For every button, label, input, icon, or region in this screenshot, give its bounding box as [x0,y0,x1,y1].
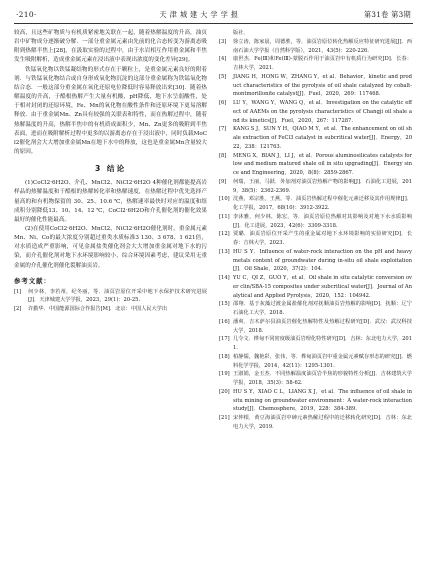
issue-info: 第31卷 第3期 [363,10,411,19]
two-column-body [14,29,413,432]
reference-item [219,248,412,274]
reference-text: 何瑞，王丽，马跃．外加剂对油页岩热解产物的影响[J]．石油化工进展，2019，38(5)：2362-2369. [233,178,412,194]
reference-number [219,29,233,38]
reference-item [219,55,412,73]
reference-text: 版社． [233,30,249,36]
right-column [219,29,412,432]
reference-number: [21] [219,415,230,421]
running-header [14,10,413,24]
page-number: ·210· [16,10,37,19]
reference-text: 许勤华．中国能源国际合作报告[M]．北京：中国人民大学出 [28,306,168,313]
reference-text: 徐立涛，陈家晨，周德胜，等．油页岩原位转化热解反应特征研究进展[J]．西南石油大学学报（自然科学版），2021，43(5)：220-226. [233,38,412,54]
reference-number: [16] [219,318,230,325]
reference-item [14,305,207,314]
reference-number: [18] [219,353,230,360]
reference-number: [13] [219,248,230,255]
reference-item [219,38,412,56]
reference-number: [15] [219,301,230,308]
discussion-text [14,29,207,157]
reference-text: 邵翔．基于灰藻过渡金属盐催化剂对抚顺油页岩热解的影响[D]．抚顺：辽宁石油化工大学，2018. [233,301,412,316]
reference-number: [17] [219,336,230,343]
reference-item [219,274,412,300]
journal-title: 天津城建大学学报 [159,10,241,19]
reference-number: [11] [219,213,230,220]
reference-text: 王淑娟，金玉杰．不同热解温度油页岩半焦的形貌特性分析[J]．吉林建筑大学学报，2018，35(3)：58-62. [233,371,412,386]
reference-item [219,29,412,38]
reference-number: [14] [219,275,230,281]
body-paragraph: 较高，且这些矿物质与有机质紧密地关联在一起，随着热解温度的升高，油页岩中矿物成分逐渐破分解．一部分重金属元素由先前的化合态转变为游离态吸附到热解半焦上[28]，在汲取实验的过程中，由于水岩相互作用重金属和半焦发生吸附解析，造成重金属元素在浸出液中表现出浓度的变化差异[29]。 [14,30,207,64]
reference-text: LU Y，WANG Y，WANG Q，et al．Investigation on the catalytic effect of AAEMs on the pyrolysis characteristics of Changji oil shale and its kinetics[J]．Fuel，2020，267：117287. [233,100,412,124]
reference-number: [12] [219,231,230,238]
reference-item [219,414,412,432]
reference-item [219,213,412,231]
reference-text: 贾璐．油页岩原位开采产生的重金属对地下水环境影响的实验研究[D]．长春：吉林大学，2023. [233,231,412,246]
reference-number: [8] [219,152,227,159]
reference-text: YU C，QI Z，GUO Y，et al．Oil shale in situ catalytic conversion over clin/SBA-15 composites under subcritical water[J]．Journal of Analytical and Applied Pyrolysis，2020，152：104942. [233,275,412,299]
body-paragraph: (1)CoCl2·6H2O、介孔、MnCl2、NiCl2·6H2O 4种催化剂都能提高岩样品的热解温度和干酷根的热解转化率和热解速度，在热解过程中优先选择产量高的和有机物保留的 30、25、10.6 ℃，热解速率最快时对应的温度和组成积分别降低13、10、14、12 ℃，CoCl2·6H2O和介孔催化剂的催化效果最好的催化性能最高。 [14,180,207,223]
reference-text: 柏静儒，魏艳彩，张伟，等．桦甸油页岩中重金属元素赋存形态的研究[J]．燃料化学学报，2014，42(11)：1295-1301. [233,353,412,369]
reference-number: [1] [14,288,22,295]
reference-item [219,195,412,213]
reference-number: [6] [219,100,227,106]
body-paragraph: (2)在使用CoCl2·6H2O、MnCl2、NiCl2·6H2O催化剂时，重金属元素Mn、Ni、Co的最大浓度分别超过重类水质标准3 130、3 678、1 621倍，对水质造成严重影响，可见金属盐类催化剂会大大增加重金属对地下水的污染，而介孔催化剂对地下水环境影响较小，综合环境因素考虑，建议采用无重金属的介孔催化剂催化裂解油页岩。 [14,225,207,269]
reference-text: 沈燕，邓宗胜，王燕，等．油页岩热解过程中催化元素迁移及其作用规律[J]．化工学报，2017，68(10)：3912-3922. [233,196,412,211]
reference-text: HU S Y．Influence of water-rock interaction on the pH and heavy metals content of groundwater during in-situ oil shale exploitation[J]．Oil Shale，2020，37(2)：104. [233,248,412,273]
reference-text: 康世杰．Fe(Ⅲ)和Fe(Ⅲ)-蒙脱石作用于油页岩中有机质行为研究[D]．长春：吉林大学，2021. [233,56,412,71]
left-column [14,29,207,432]
reference-text: 宋仲根．黄豆海油页岩中砷元素热解过程中的迁移转化研究[D]．吉林：东北电力大学，2019. [233,415,412,430]
reference-number: [10] [219,196,230,203]
reference-item [219,318,412,336]
reference-item [219,230,412,248]
reference-number: [7] [219,126,227,133]
reference-item [14,288,207,305]
reference-list-right [219,29,412,432]
conclusion-text [14,179,207,271]
reference-number: [5] [219,73,227,80]
reference-item [219,388,412,414]
reference-number: [2] [14,306,22,313]
reference-text: JIANG H，HONG W，ZHANG Y，et al．Behavior，kinetic and product characteristics of the pyrolysis of oil shale catalyzed by cobalt-montmorillonite catalyst[J]．Fuel，2020，269：117468. [233,73,412,98]
reference-item [219,125,412,151]
reference-number: [9] [219,178,227,185]
reference-item [219,178,412,196]
reference-item [219,370,412,388]
reference-item [219,300,412,318]
reference-item [219,353,412,371]
reference-item [219,99,412,125]
reference-text: MENG X，BIAN J，LI J，et al．Porous aluminosilicates catalysts for low and medium matured shale oil in situ upgrading[J]．Energy since and Engineering，2020，8(8)：2859-2867. [233,152,412,176]
reference-number: [4] [219,56,227,63]
reference-item [219,152,412,178]
reference-text: HU S Y，XIAO C L，LIANG X J，et al．The influence of oil shale in situ mining on groundwater environment：A water-rock interaction study[J]．Chemosphere，2019，228：384-389. [233,388,412,413]
reference-text: KANG S J，SUN Y H，QIAO M Y，et al．The enhancement on oil shale extraction of FeCl3 catalyst in subcritical water[J]．Energy，2022，238：121763. [233,126,412,150]
reference-number: [20] [219,388,230,395]
reference-item [219,73,412,99]
section-heading: 3 结论 [94,164,127,174]
reference-text: 潘爽．吉木萨尔县油页岩催化热解特性及热解过程研究[D]．武汉：武汉科技大学，2018. [233,318,412,334]
reference-number: [3] [219,38,227,45]
reference-text: 几令文．桦甸不同密度级油页岩理化特性研究[D]．吉林：东北电力大学，2011. [233,336,412,351]
body-paragraph: 铁锰氧化物以铁锰凝结物的形式存在于颗粒上，是重金属元素良好的附着剂．与铁锰氧化物结合或自身形成氧化物沉淀的这部分重金属称为铁锰氧化物结合态．一般这部分重金属在氧化还原电位降低时容易释放出来[30]．随着热解温度的升高，于酷根热解产生大量有机酸，pH降低，地下水呈弱酸性，处于相对封闭的还原环境，Fe、Mn的氧化物在酸性条件和还原环境下更易溶解释放．由于重金属Mn、Zn具有较强的关联表和特性，而在热解过程中，随着热解温度的升高，热解半焦中的有机质成面积少，Mn、Zn更多的吸附到半焦表面，进而在吸附解析过程中更多的以游离态存在于浸出液中，同时负载MoCl2催化剂会大大增加重金属Mn在地下水中的释放，这也是重金属Mn含量较大的原因。 [14,66,207,156]
references-heading: 参考文献： [14,276,51,285]
reference-text: 何少林，李若蒂，纪冬丽，等．油页岩原位开采中地下水保护技术研究进展[J]．天津城建大学学报，2023，29(1)：20-25. [28,288,207,304]
reference-text: 李沐雅，何少林，陈宏，等．油页岩原位热解对其影响及对地下水水质影响[J]．化工进展，2023，42(6)：3309-3318. [233,213,412,229]
reference-number: [19] [219,371,230,378]
reference-item [219,335,412,353]
reference-list-left [14,288,207,314]
